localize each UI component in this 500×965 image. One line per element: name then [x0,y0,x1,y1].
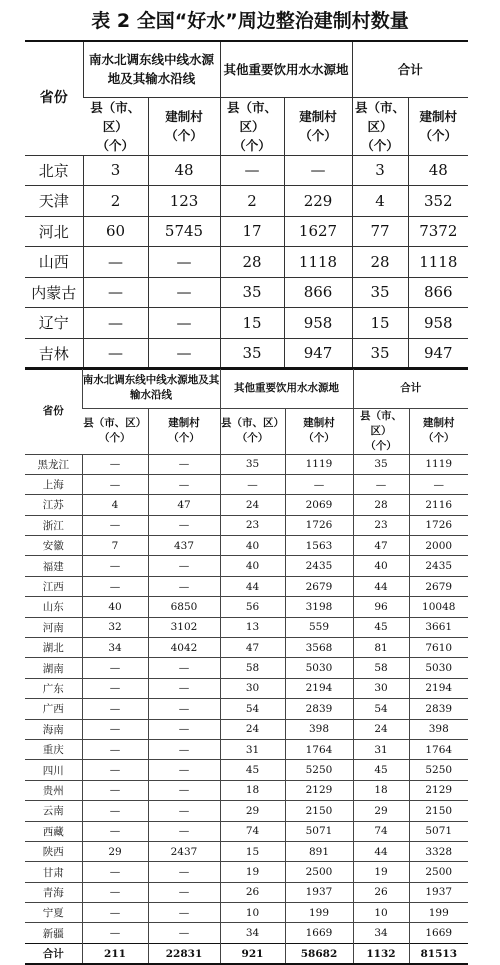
value-cell: 40 [82,597,148,617]
value-cell: — [409,474,468,494]
table-row [25,739,468,759]
value-cell: 1937 [409,882,468,902]
value-cell: 2500 [409,862,468,882]
value-cell: 96 [353,597,409,617]
value-cell: 2679 [409,576,468,596]
value-cell: 47 [148,495,220,515]
province-cell: 河南 [25,617,82,637]
value-cell: — [148,862,220,882]
value-cell: 1563 [285,536,353,556]
group1-header: 南水北调东线中线水源地及其输水沿线 [82,368,220,408]
table2-header [25,368,468,454]
province-cell: 海南 [25,719,82,739]
value-cell: 3 [83,155,148,186]
value-cell: — [148,739,220,759]
value-cell: — [148,678,220,698]
value-cell: 6850 [148,597,220,617]
value-cell: 5030 [409,658,468,678]
value-cell: 34 [353,923,409,943]
value-cell: 2 [83,186,148,217]
value-cell: 1119 [409,454,468,474]
value-cell: — [82,780,148,800]
value-cell: 7372 [408,216,468,247]
province-cell: 天津 [25,186,83,217]
province-cell: 重庆 [25,739,82,759]
value-cell: 5250 [409,760,468,780]
value-cell: 1764 [285,739,353,759]
total-value-cell: 1132 [353,943,409,964]
value-cell: 35 [352,338,408,369]
village-count-header: 建制村 （个） [148,408,220,454]
table-row [25,862,468,882]
value-cell: 26 [220,882,285,902]
value-cell: 35 [353,454,409,474]
province-cell: 浙江 [25,515,82,535]
total-value-cell: 211 [82,943,148,964]
table-row [25,536,468,556]
group1-header: 南水北调东线中线水源地及其输水沿线 [83,41,220,97]
value-cell: — [220,155,284,186]
value-cell: — [83,247,148,278]
value-cell: 2500 [285,862,353,882]
group3-header: 合计 [352,41,468,97]
province-cell: 云南 [25,801,82,821]
value-cell: — [148,882,220,902]
value-cell: 3 [352,155,408,186]
value-cell: — [83,277,148,308]
value-cell: 199 [409,903,468,923]
value-cell: 866 [408,277,468,308]
value-cell: — [284,155,352,186]
group3-header: 合计 [353,368,468,408]
value-cell: 40 [220,536,285,556]
value-cell: 24 [220,719,285,739]
total-value-cell: 22831 [148,943,220,964]
total-value-cell: 58682 [285,943,353,964]
value-cell: — [148,801,220,821]
table-row [25,699,468,719]
value-cell: 35 [220,277,284,308]
value-cell: 54 [220,699,285,719]
table-row [25,474,468,494]
value-cell: 2435 [285,556,353,576]
value-cell: — [353,474,409,494]
value-cell: 3328 [409,841,468,861]
total-label-cell: 合计 [25,943,82,964]
county-count-header: 县（市、区） （个） [353,408,409,454]
province-cell: 广西 [25,699,82,719]
value-cell: 1726 [285,515,353,535]
value-cell: 15 [352,308,408,339]
value-cell: 74 [220,821,285,841]
value-cell: — [148,338,220,369]
value-cell: — [82,556,148,576]
value-cell: 199 [285,903,353,923]
value-cell: 10 [353,903,409,923]
value-cell: 1937 [285,882,353,902]
table-row [25,155,468,186]
value-cell: — [82,699,148,719]
value-cell: 15 [220,308,284,339]
value-cell: 2194 [409,678,468,698]
water-source-table-part1 [25,40,468,370]
province-cell: 辽宁 [25,308,83,339]
value-cell: — [82,801,148,821]
table-row [25,882,468,902]
province-cell: 青海 [25,882,82,902]
village-count-header: 建制村 （个） [409,408,468,454]
value-cell: — [82,515,148,535]
value-cell: 30 [220,678,285,698]
value-cell: 2679 [285,576,353,596]
value-cell: 40 [220,556,285,576]
province-cell: 安徽 [25,536,82,556]
province-cell: 四川 [25,760,82,780]
value-cell: 44 [220,576,285,596]
value-cell: 2839 [409,699,468,719]
value-cell: 2150 [285,801,353,821]
value-cell: 31 [220,739,285,759]
value-cell: 45 [353,760,409,780]
county-count-header: 县（市、区） （个） [220,408,285,454]
value-cell: — [148,576,220,596]
value-cell: 7 [82,536,148,556]
value-cell: 58 [220,658,285,678]
table1-body [25,155,468,369]
value-cell: 352 [408,186,468,217]
table-row [25,841,468,861]
value-cell: — [148,923,220,943]
value-cell: 19 [353,862,409,882]
value-cell: 15 [220,841,285,861]
value-cell: 24 [220,495,285,515]
table-row [25,597,468,617]
value-cell: 35 [352,277,408,308]
province-cell: 陕西 [25,841,82,861]
value-cell: 10 [220,903,285,923]
province-cell: 新疆 [25,923,82,943]
value-cell: — [82,882,148,902]
table-row [25,719,468,739]
table-row [25,495,468,515]
table-row [25,308,468,339]
value-cell: 2069 [285,495,353,515]
value-cell: — [82,923,148,943]
value-cell: 31 [353,739,409,759]
value-cell: 35 [220,338,284,369]
province-cell: 湖北 [25,638,82,658]
value-cell: 1627 [284,216,352,247]
value-cell: 34 [220,923,285,943]
value-cell: — [148,556,220,576]
water-source-table-part2 [25,367,468,965]
value-cell: 2435 [409,556,468,576]
province-header: 省份 [25,41,83,155]
table-row [25,760,468,780]
table-row [25,247,468,278]
value-cell: — [82,678,148,698]
value-cell: — [285,474,353,494]
value-cell: 18 [353,780,409,800]
value-cell: 45 [353,617,409,637]
province-cell: 贵州 [25,780,82,800]
value-cell: 559 [285,617,353,637]
value-cell: 4 [82,495,148,515]
value-cell: — [82,719,148,739]
table1-header [25,41,468,155]
value-cell: 28 [352,247,408,278]
value-cell: 1726 [409,515,468,535]
province-cell: 黑龙江 [25,454,82,474]
value-cell: 30 [353,678,409,698]
table-row [25,515,468,535]
value-cell: 32 [82,617,148,637]
province-cell: 江苏 [25,495,82,515]
table-row [25,277,468,308]
value-cell: 2000 [409,536,468,556]
table-row [25,801,468,821]
value-cell: 7610 [409,638,468,658]
value-cell: 3568 [285,638,353,658]
table-row [25,617,468,637]
value-cell: 44 [353,576,409,596]
table-row [25,903,468,923]
value-cell: — [148,515,220,535]
value-cell: — [148,780,220,800]
value-cell: 1118 [408,247,468,278]
value-cell: 1764 [409,739,468,759]
value-cell: 123 [148,186,220,217]
value-cell: 437 [148,536,220,556]
table-row [25,216,468,247]
value-cell: 34 [82,638,148,658]
value-cell: 2194 [285,678,353,698]
county-count-header: 县（市、区） （个） [220,97,284,155]
value-cell: — [148,658,220,678]
value-cell: — [82,903,148,923]
value-cell: 17 [220,216,284,247]
value-cell: 5071 [409,821,468,841]
value-cell: — [82,760,148,780]
village-count-header: 建制村 （个） [408,97,468,155]
value-cell: 1669 [409,923,468,943]
value-cell: 81 [353,638,409,658]
value-cell: — [148,760,220,780]
value-cell: 23 [220,515,285,535]
value-cell: 2129 [285,780,353,800]
table-row [25,658,468,678]
table-row [25,186,468,217]
province-cell: 山东 [25,597,82,617]
table-row [25,576,468,596]
value-cell: 74 [353,821,409,841]
value-cell: 5745 [148,216,220,247]
value-cell: 77 [352,216,408,247]
province-cell: 江西 [25,576,82,596]
value-cell: 28 [353,495,409,515]
table-title: 表 2 全国“好水”周边整治建制村数量 [91,10,409,32]
value-cell: 1118 [284,247,352,278]
county-count-header: 县（市、区） （个） [82,408,148,454]
value-cell: — [148,903,220,923]
village-count-header: 建制村 （个） [285,408,353,454]
value-cell: 48 [408,155,468,186]
total-row [25,943,468,964]
value-cell: 18 [220,780,285,800]
province-cell: 广东 [25,678,82,698]
table2-body [25,454,468,964]
province-cell: 上海 [25,474,82,494]
province-cell: 福建 [25,556,82,576]
value-cell: — [82,454,148,474]
value-cell: 29 [353,801,409,821]
value-cell: — [148,719,220,739]
value-cell: 26 [353,882,409,902]
value-cell: 1119 [285,454,353,474]
value-cell: — [82,821,148,841]
value-cell: — [148,277,220,308]
value-cell: 947 [284,338,352,369]
value-cell: 44 [353,841,409,861]
group2-header: 其他重要饮用水水源地 [220,41,352,97]
value-cell: 958 [284,308,352,339]
value-cell: — [148,474,220,494]
village-count-header: 建制村 （个） [284,97,352,155]
value-cell: 13 [220,617,285,637]
value-cell: 47 [220,638,285,658]
value-cell: 891 [285,841,353,861]
value-cell: 40 [353,556,409,576]
province-cell: 北京 [25,155,83,186]
value-cell: — [82,474,148,494]
value-cell: 4 [352,186,408,217]
value-cell: 19 [220,862,285,882]
value-cell: 2129 [409,780,468,800]
value-cell: — [148,699,220,719]
province-cell: 河北 [25,216,83,247]
value-cell: 4042 [148,638,220,658]
value-cell: 2116 [409,495,468,515]
value-cell: 45 [220,760,285,780]
value-cell: 2150 [409,801,468,821]
value-cell: 28 [220,247,284,278]
value-cell: 866 [284,277,352,308]
value-cell: 5071 [285,821,353,841]
value-cell: 947 [408,338,468,369]
village-count-header: 建制村 （个） [148,97,220,155]
value-cell: 3198 [285,597,353,617]
value-cell: — [220,474,285,494]
value-cell: 1669 [285,923,353,943]
value-cell: 58 [353,658,409,678]
province-cell: 内蒙古 [25,277,83,308]
value-cell: 24 [353,719,409,739]
value-cell: — [148,454,220,474]
value-cell: — [82,862,148,882]
table-row [25,821,468,841]
value-cell: 2 [220,186,284,217]
value-cell: 398 [285,719,353,739]
table-row [25,678,468,698]
province-cell: 甘肃 [25,862,82,882]
value-cell: 5250 [285,760,353,780]
total-value-cell: 81513 [409,943,468,964]
county-count-header: 县（市、区） （个） [83,97,148,155]
value-cell: 56 [220,597,285,617]
value-cell: 54 [353,699,409,719]
province-header: 省份 [25,368,82,454]
value-cell: 3102 [148,617,220,637]
province-cell: 西藏 [25,821,82,841]
province-cell: 山西 [25,247,83,278]
value-cell: 60 [83,216,148,247]
province-cell: 湖南 [25,658,82,678]
value-cell: — [148,308,220,339]
value-cell: 29 [82,841,148,861]
table-row [25,338,468,369]
value-cell: — [82,576,148,596]
value-cell: — [148,247,220,278]
table-row [25,556,468,576]
value-cell: 3661 [409,617,468,637]
value-cell: 2839 [285,699,353,719]
value-cell: 35 [220,454,285,474]
province-cell: 吉林 [25,338,83,369]
table-row [25,454,468,474]
table-row [25,923,468,943]
value-cell: 2437 [148,841,220,861]
value-cell: — [148,821,220,841]
value-cell: — [82,739,148,759]
value-cell: 23 [353,515,409,535]
value-cell: 5030 [285,658,353,678]
value-cell: 47 [353,536,409,556]
table-row [25,638,468,658]
value-cell: 48 [148,155,220,186]
value-cell: — [83,308,148,339]
group2-header: 其他重要饮用水水源地 [220,368,353,408]
value-cell: 398 [409,719,468,739]
value-cell: 10048 [409,597,468,617]
value-cell: 229 [284,186,352,217]
value-cell: — [83,338,148,369]
value-cell: 29 [220,801,285,821]
total-value-cell: 921 [220,943,285,964]
table-row [25,780,468,800]
value-cell: — [82,658,148,678]
province-cell: 宁夏 [25,903,82,923]
county-count-header: 县（市、区） （个） [352,97,408,155]
value-cell: 958 [408,308,468,339]
